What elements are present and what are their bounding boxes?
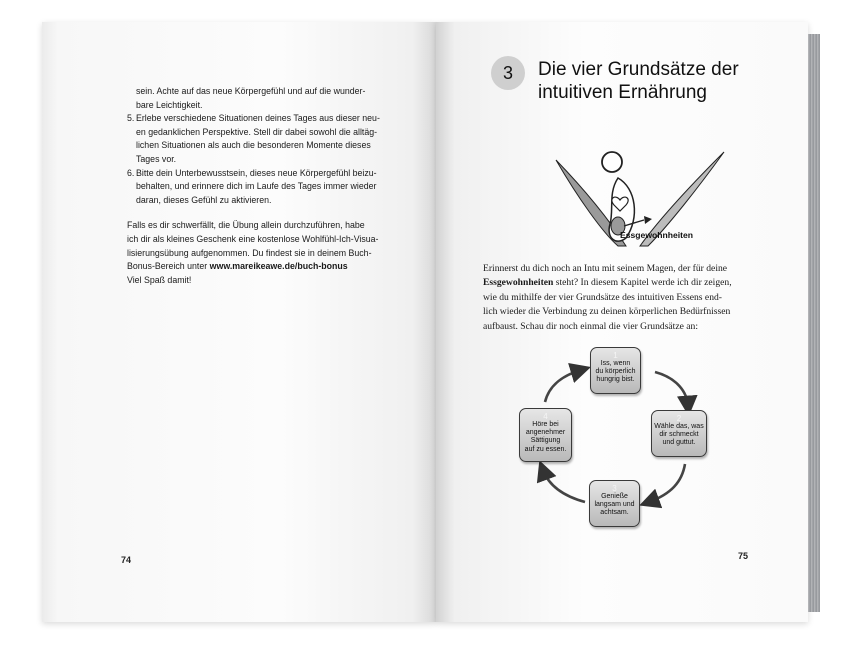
step-text-line: auf zu essen. bbox=[524, 445, 567, 453]
text-line: Tages vor. bbox=[136, 153, 177, 164]
text-line: Bitte dein Unterbewusstsein, dieses neue Körpergefühl beizu- bbox=[136, 167, 377, 178]
text-line: bare Leichtigkeit. bbox=[136, 99, 203, 110]
arrow-2-to-3 bbox=[649, 464, 685, 502]
text-line: aufbaust. Schau dir noch einmal die vier Grundsätze an: bbox=[483, 320, 698, 332]
step-number: 2 bbox=[676, 414, 682, 423]
left-page-text bbox=[127, 85, 402, 287]
step-text-line: achtsam. bbox=[600, 509, 629, 517]
page-stack-edge bbox=[808, 34, 820, 612]
text-line bbox=[127, 260, 402, 274]
bonus-url: www.mareikeawe.de/buch-bonus bbox=[209, 261, 348, 272]
principle-step-2 bbox=[651, 410, 707, 457]
bonus-prefix: Bonus-Bereich unter bbox=[127, 261, 210, 272]
text-line: sein. Achte auf das neue Körpergefühl und auf die wunder- bbox=[136, 86, 366, 96]
text-line: Viel Spaß damit! bbox=[127, 274, 192, 285]
list-item-6 bbox=[127, 167, 402, 208]
list-number: 5. bbox=[127, 113, 135, 124]
principle-step-1 bbox=[590, 347, 641, 394]
four-principles-cycle bbox=[505, 342, 730, 537]
bonus-paragraph bbox=[127, 219, 402, 287]
principle-step-4 bbox=[519, 408, 572, 462]
step-text-line: angenehmer bbox=[525, 429, 566, 437]
text-line: daran, dieses Gefühl zu aktivieren. bbox=[136, 194, 272, 205]
text-line: lich wieder die Verbindung zu deinen körperlichen Bedürfnissen bbox=[483, 306, 731, 318]
text-line bbox=[483, 276, 766, 290]
intro-paragraph bbox=[483, 262, 766, 334]
chapter-title bbox=[538, 58, 778, 104]
text-fragment: steht? In diesem Kapitel werde ich dir zeigen, bbox=[553, 277, 732, 289]
list-item-5 bbox=[127, 112, 402, 166]
step-text-line: Wähle das, was bbox=[654, 423, 704, 430]
title-line: intuitiven Ernährung bbox=[538, 82, 707, 103]
list-number: 6. bbox=[127, 167, 135, 178]
step-text-line: langsam und bbox=[594, 501, 635, 509]
page-number-left: 74 bbox=[121, 555, 132, 565]
text-line: Erinnerst du dich noch an Intu mit seinem Magen, der für deine bbox=[483, 263, 728, 274]
step-number: 4 bbox=[543, 412, 548, 421]
arrow-3-to-4 bbox=[543, 470, 585, 502]
step-text-line: hungrig bist. bbox=[596, 376, 635, 384]
text-line: Erlebe verschiedene Situationen deines Tages aus dieser neu- bbox=[136, 113, 380, 124]
page-number-right: 75 bbox=[738, 551, 749, 561]
step-text-line: du körperlich bbox=[595, 368, 636, 376]
text-line: behalten, und erinnere dich im Laufe des Tages immer wieder bbox=[136, 181, 377, 192]
text-line: lichen Situationen als auch die besonderen Momente dieses bbox=[136, 140, 371, 151]
text-line: en gedanklichen Perspektive. Stell dir dabei sowohl die alltäg- bbox=[136, 126, 378, 137]
text-line: ich dir als kleines Geschenk eine kostenlose Wohlfühl-Ich-Visua- bbox=[127, 233, 379, 244]
step-number: 3 bbox=[612, 484, 617, 493]
chapter-number-badge: 3 bbox=[491, 56, 525, 90]
step-text-line: dir schmeckt bbox=[659, 431, 699, 439]
text-line: wie du mithilfe der vier Grundsätze des intuitiven Essens end- bbox=[483, 291, 722, 303]
arrow-4-to-1 bbox=[545, 370, 581, 402]
arrow-1-to-2 bbox=[655, 372, 688, 406]
step-text-line: und guttut. bbox=[662, 439, 696, 447]
bold-term: Essgewohnheiten bbox=[483, 277, 554, 289]
text-line: Falls es dir schwerfällt, die Übung allein durchzuführen, habe bbox=[127, 220, 365, 231]
step-text-line: Iss, wenn bbox=[600, 360, 631, 367]
step-text-line: Sättigung bbox=[530, 437, 561, 445]
step-text-line: Höre bei bbox=[532, 421, 559, 428]
step-number: 1 bbox=[613, 351, 618, 360]
illustration-label: Essgewohnheiten bbox=[620, 230, 694, 240]
principle-step-3 bbox=[589, 480, 640, 527]
step-text-line: Genieße bbox=[601, 493, 628, 500]
title-line: Die vier Grundsätze der bbox=[538, 59, 739, 80]
text-line: lisierungsübung aufgenommen. Du findest sie in deinem Buch- bbox=[127, 247, 372, 258]
